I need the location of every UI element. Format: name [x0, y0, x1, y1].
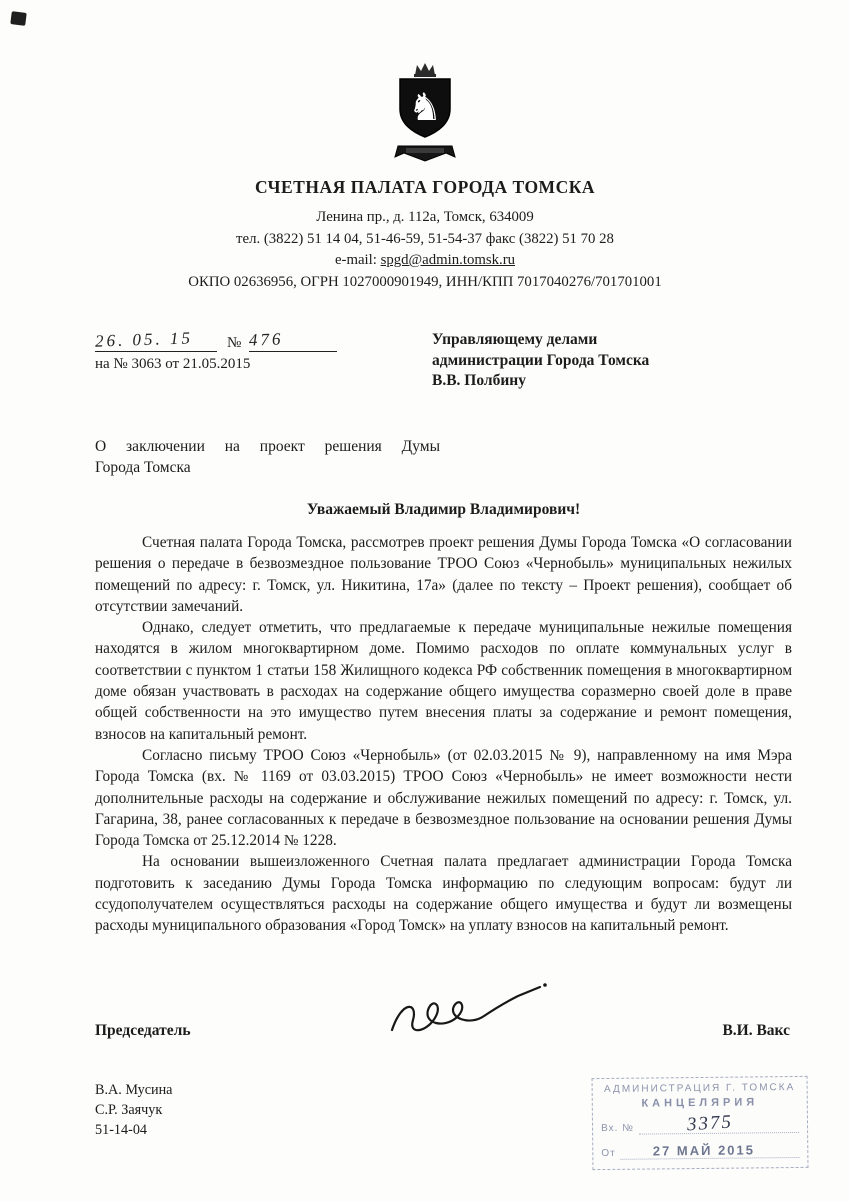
- outgoing-date-handwritten: 26. 05. 15: [94, 328, 194, 351]
- salutation: Уважаемый Владимир Владимирович!: [306, 501, 581, 518]
- email-line: [0, 250, 850, 272]
- body-paragraph-1: Счетная палата Города Томска, рассмотрев проект решения Думы Города Томска «О согласовании решения о передаче в безвозмездное пользование ТРОО Союз «Чернобыль» муниципальных нежилых помещений по адресу: г. Томск, ул. Никитина, 17а» (далее по тексту – Проект решения), сообщает об отсутствии замечаний.: [95, 534, 792, 615]
- crown-icon: [415, 63, 435, 75]
- stamp-in-label: Вх. №: [600, 1122, 634, 1135]
- org-name: СЧЕТНАЯ ПАЛАТА ГОРОДА ТОМСКА: [254, 177, 596, 197]
- address-line: Ленина пр., д. 112а, Томск, 634009: [316, 209, 534, 225]
- signatory-name: В.И. Вакс: [722, 1022, 790, 1039]
- body-paragraph-3: Согласно письму ТРОО Союз «Чернобыль» (от 02.03.2015 № 9), направленному на имя Мэра Города Томска (вх. № 1169 от 03.03.2015) ТРОО Союз «Чернобыль» не имеет возможности нести дополнительные расходы на содержание и обслуживание нежилых помещений по адресу: г. Томск, ул. Гагарина, 38, ранее согласованных к передаче в безвозмездное пользование на основании решения Думы Города Томска от 25.12.2014 № 1228.: [95, 746, 792, 850]
- letter-body: [95, 532, 792, 937]
- stamp-org-line: АДМИНИСТРАЦИЯ Г. ТОМСКА: [603, 1082, 796, 1096]
- reference-and-recipient-zone: [95, 330, 792, 440]
- tomsk-coat-of-arms-icon: [394, 62, 456, 175]
- handwritten-signature-icon: [382, 980, 552, 1050]
- outgoing-number-field: [249, 330, 337, 352]
- subject-block: [95, 437, 440, 478]
- body-paragraph-2: Однако, следует отметить, что предлагаемые к передаче муниципальные нежилые помещения находятся в жилом многоквартирном доме. Помимо расходов по оплате коммунальных услуг в соответствии с пунктом 1 статьи 158 Жилищного кодекса РФ собственник помещения в многоквартирном доме обязан участвовать в расходах на содержание общего имущества соразмерно своей доле в праве общей собственности на это имущество путем внесения платы за содержание и ремонт помещения, взносов на капитальный ремонт.: [95, 619, 792, 743]
- incoming-reference-line: на № 3063 от 21.05.2015: [95, 356, 251, 372]
- outgoing-number-handwritten: 476: [248, 329, 285, 350]
- executor-name-1: В.А. Мусина: [95, 1082, 173, 1098]
- body-paragraph-4: На основании вышеизложенного Счетная палата предлагает администрации Города Томска подготовить к заседанию Думы Города Томска информацию по следующим вопросам: будут ли ссудополучателем осуществляться расходы на содержание общего имущества и будут ли возмещены расходы муниципального образования «Город Томск» на уплату взносов на капитальный ремонт.: [95, 853, 792, 935]
- executor-phone: 51-14-04: [95, 1122, 148, 1138]
- stamp-dept-line: КАНЦЕЛЯРИЯ: [641, 1096, 759, 1110]
- registration-codes-line: ОКПО 02636956, ОГРН 1027000901949, ИНН/КПП 7017040276/701701001: [188, 273, 662, 290]
- scan-artifact: [10, 11, 26, 26]
- stamp-in-number-handwritten: 3375: [686, 1111, 734, 1136]
- number-sign-label: №: [227, 335, 242, 351]
- subject-line-1: О заключении на проект решения Думы: [95, 438, 440, 455]
- signatory-title: Председатель: [95, 1022, 191, 1039]
- horse-icon: ♞: [407, 87, 443, 129]
- stamp-date-label: От: [601, 1147, 616, 1160]
- outgoing-date-field: [95, 330, 217, 352]
- stamp-date-value: 27 МАЙ 2015: [652, 1142, 756, 1159]
- executor-block: [95, 1080, 172, 1140]
- recipient-line-1: Управляющему делами: [432, 331, 598, 348]
- subject-line-2: Города Томска: [95, 458, 191, 476]
- recipient-block: [432, 330, 762, 392]
- stamp-date-field: [621, 1142, 800, 1160]
- stamp-in-number-field: [639, 1111, 799, 1136]
- recipient-line-2: администрации Города Томска: [432, 351, 650, 369]
- registration-stamp: [592, 1076, 809, 1170]
- phone-line: тел. (3822) 51 14 04, 51-46-59, 51-54-37 факс (3822) 51 70 28: [236, 230, 614, 247]
- email-link: spgd@admin.tomsk.ru: [380, 252, 516, 268]
- email-label: e-mail:: [334, 252, 381, 268]
- executor-name-2: С.Р. Заячук: [95, 1102, 163, 1118]
- letterhead-contact-block: [0, 207, 850, 293]
- recipient-line-3: В.В. Полбину: [432, 372, 526, 389]
